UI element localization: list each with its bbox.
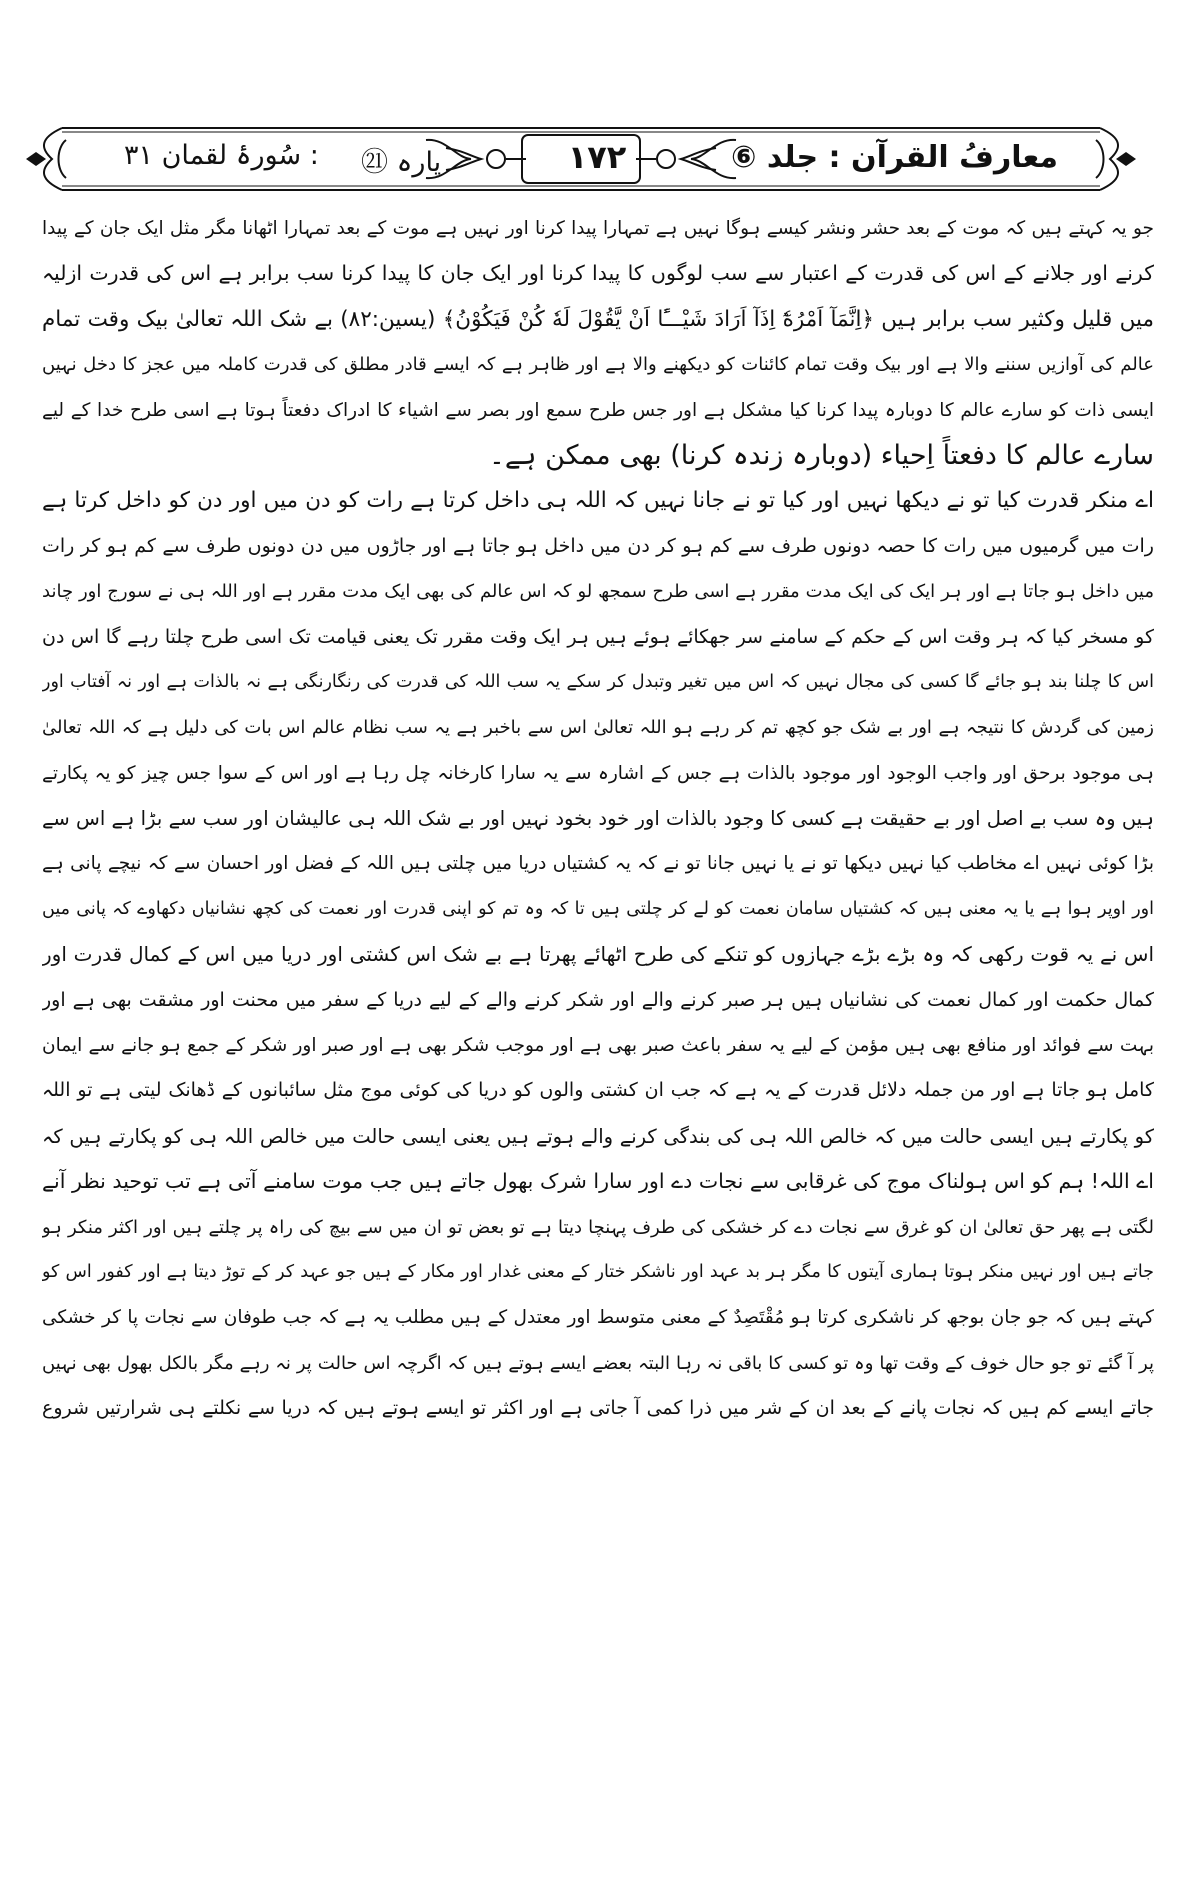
text-line: اس کا چلنا بند ہو جائے گا کسی کی مجال نہیں کہ اس میں تغیر وتبدل کر سکے یہ سب اللہ کی قدرت کی رنگارنگی ہے نہ بالذات ہے اور نہ آفتاب اور (42, 671, 1154, 692)
text-line: بہت سے فوائد اور منافع بھی ہیں مؤمن کے لیے یہ سفر باعث صبر بھی ہے اور موجب شکر بھی ہے اور صبر اور شکر کے جمع ہو جانے سے ایمان (42, 1035, 1154, 1057)
page-header (26, 118, 1136, 200)
page-body (42, 206, 1154, 1432)
text-line: کمال حکمت اور کمال نعمت کی نشانیاں ہیں ہر صبر کرنے والے اور شکر کرنے والے کے لیے دریا کے سفر میں محنت اور مشقت بھی ہے اور (42, 988, 1154, 1011)
text-line: عالم کی آوازیں سننے والا ہے اور بیک وقت تمام کائنات کو دیکھنے والا ہے اور ظاہر ہے کہ ایسے قادر مطلق کی قدرت کاملہ میں عجز کا دخل نہیں (42, 354, 1154, 376)
text-line: کامل ہو جاتا ہے اور من جملہ دلائل قدرت کے یہ ہے کہ جب ان کشتی والوں کو دریا کی کوئی موج مثل سائبانوں کے ڈھانک لیتی ہے تو اللہ (42, 1079, 1154, 1102)
book-title: معارفُ القرآن : جلد ⑥ (731, 140, 1058, 175)
para-label: پارہ ㉑ (361, 147, 442, 178)
text-line: ہی موجود برحق اور واجب الوجود اور موجود بالذات ہے جس کے اشارہ سے یہ سارا کارخانہ چل رہا ہے اور اس کے سوا جس چیز کو یہ پکارتے (42, 762, 1154, 784)
text-line: رات میں گرمیوں میں رات کا حصہ دونوں طرف سے کم ہو کر دن میں داخل ہو جاتا ہے اور جاڑوں میں دن دونوں طرف سے کم ہو کر رات (42, 534, 1154, 557)
text-line: ہیں وہ سب بے اصل اور بے حقیقت ہے کسی کا وجود بالذات اور خود بخود نہیں اور بے شک اللہ ہی عالیشان اور سب سے بڑا ہے اس سے (42, 807, 1154, 831)
text-line: زمین کی گردش کا نتیجہ ہے اور بے شک جو کچھ تم کر رہے ہو اللہ تعالیٰ اس سے باخبر ہے یہ سب نظام عالم اس بات کی دلیل ہے کہ اللہ تعالیٰ (42, 717, 1154, 739)
text-line: جو یہ کہتے ہیں کہ موت کے بعد حشر ونشر کیسے ہوگا نہیں ہے تمہارا پیدا کرنا اور نہیں ہے موت کے بعد تمہارا اٹھانا مگر مثل ایک جان کے پیدا (42, 218, 1154, 239)
text-line: لگتی ہے پھر حق تعالیٰ ان کو غرق سے نجات دے کر خشکی کی طرف پہنچا دیتا ہے تو بعض تو ان میں سے بیچ کی راہ پر چلتے ہیں اور اکثر منکر ہو (42, 1216, 1154, 1238)
text-line: جاتے ہیں اور نہیں منکر ہوتا ہماری آیتوں کا مگر ہر بد عہد اور ناشکر ختار کے معنی غدار اور مکار کے ہیں جو عہد کر کے توڑ دیتا ہے اور کفور اس کو (42, 1261, 1154, 1282)
text-line: جاتے ایسے کم ہیں کہ نجات پانے کے بعد ان کے شر میں ذرا کمی آ جاتی ہے اور اکثر تو ایسے ہوتے ہیں کہ دریا سے نکلتے ہی شرارتیں شروع (42, 1397, 1154, 1420)
text-line: اس نے یہ قوت رکھی کہ وہ بڑے بڑے جہازوں کو تنکے کی طرح اٹھائے پھرتا ہے بے شک اس کشتی اور دریا میں اس کے کمال قدرت اور (42, 942, 1154, 967)
text-line: اور اوپر ہوا ہے یا یہ معنی ہیں کہ کشتیاں سامان نعمت کو لے کر چلتی ہیں تا کہ وہ تم کو اپنی قدرت اور نعمت کی کچھ نشانیاں دکھاوے کہ پانی میں (42, 898, 1154, 919)
text-line: بڑا کوئی نہیں اے مخاطب کیا نہیں دیکھا تو نے یا نہیں جانا تو نے کہ یہ کشتیاں دریا میں چلتی ہیں اللہ کے فضل اور احسان سے کہ نیچے پانی ہے (42, 853, 1154, 875)
text-line: کہتے ہیں کہ جو جان بوجھ کر ناشکری کرتا ہو مُقْتَصِدٌ کے معنی متوسط اور معتدل کے ہیں مطلب یہ ہے کہ جب طوفان سے نجات پا کر خشکی (42, 1307, 1154, 1329)
text-line: کرنے اور جلانے کے اس کی قدرت کے اعتبار سے سب لوگوں کا پیدا کرنا اور ایک جان کا پیدا کرنا سب برابر ہے اس کی قدرت ازلیہ (42, 261, 1154, 286)
text-line: اے منکر قدرت کیا تو نے دیکھا نہیں اور کیا تو نے جانا نہیں کہ اللہ ہی داخل کرتا ہے رات کو دن میں اور دن کو داخل کرتا ہے (42, 488, 1154, 514)
text-line: اے اللہ! ہم کو اس ہولناک موج کی غرقابی سے نجات دے اور سارا شرک بھول جاتے ہیں جب موت سامنے آتی ہے تب توحید نظر آنے (42, 1169, 1154, 1194)
text-line: ایسی ذات کو سارے عالم کا دوبارہ پیدا کرنا کیا مشکل ہے اور جس طرح سمع اور بصر سے اشیاء کا ادراک دفعتاً ہوتا ہے اسی طرح خدا کے لیے (42, 399, 1154, 421)
surah-label: : سُورۂ لقمان ۳۱ (124, 140, 319, 171)
text-line: کو مسخر کیا کہ ہر وقت اس کے حکم کے سامنے سر جھکائے ہوئے ہیں ہر ایک وقت مقرر تک یعنی قیامت تک اسی طرح چلتا رہے گا اس دن (42, 625, 1154, 648)
text-line: میں داخل ہو جاتا ہے اور ہر ایک کی ایک مدت مقرر ہے اسی طرح سمجھ لو کہ اس عالم کی بھی ایک مدت مقرر ہے اور اللہ ہی نے سورج اور چاند (42, 581, 1154, 603)
text-line: کو پکارتے ہیں ایسی حالت میں کہ خالص اللہ ہی کی بندگی کرنے والے ہوتے ہیں یعنی ایسی حالت میں خالص اللہ ہی کو پکارتے ہیں کہ (42, 1124, 1154, 1148)
text-line: میں قلیل وکثیر سب برابر ہیں ﴿اِنَّمَآ اَمْرُهٗٓ اِذَآ اَرَادَ شَيْـــًٔا اَنْ يَّقُوْلَ لَهٗ كُنْ فَيَكُوْنُ﴾ (یسین:۸۲) بے شک اللہ تعالیٰ بیک وقت تمام (42, 306, 1154, 332)
text-line: پر آ گئے تو جو حال خوف کے وقت تھا وہ تو کسی کا باقی نہ رہا البتہ بعضے ایسے ہوتے ہیں کہ اگرچہ اس حالت پر نہ رہے مگر بالکل بھول بھی نہیں (42, 1352, 1154, 1374)
text-line: سارے عالم کا دفعتاً اِحیاء (دوبارہ زندہ کرنا) بھی ممکن ہے۔ (489, 439, 1154, 471)
page-number: ۱۷۲ (567, 138, 627, 176)
